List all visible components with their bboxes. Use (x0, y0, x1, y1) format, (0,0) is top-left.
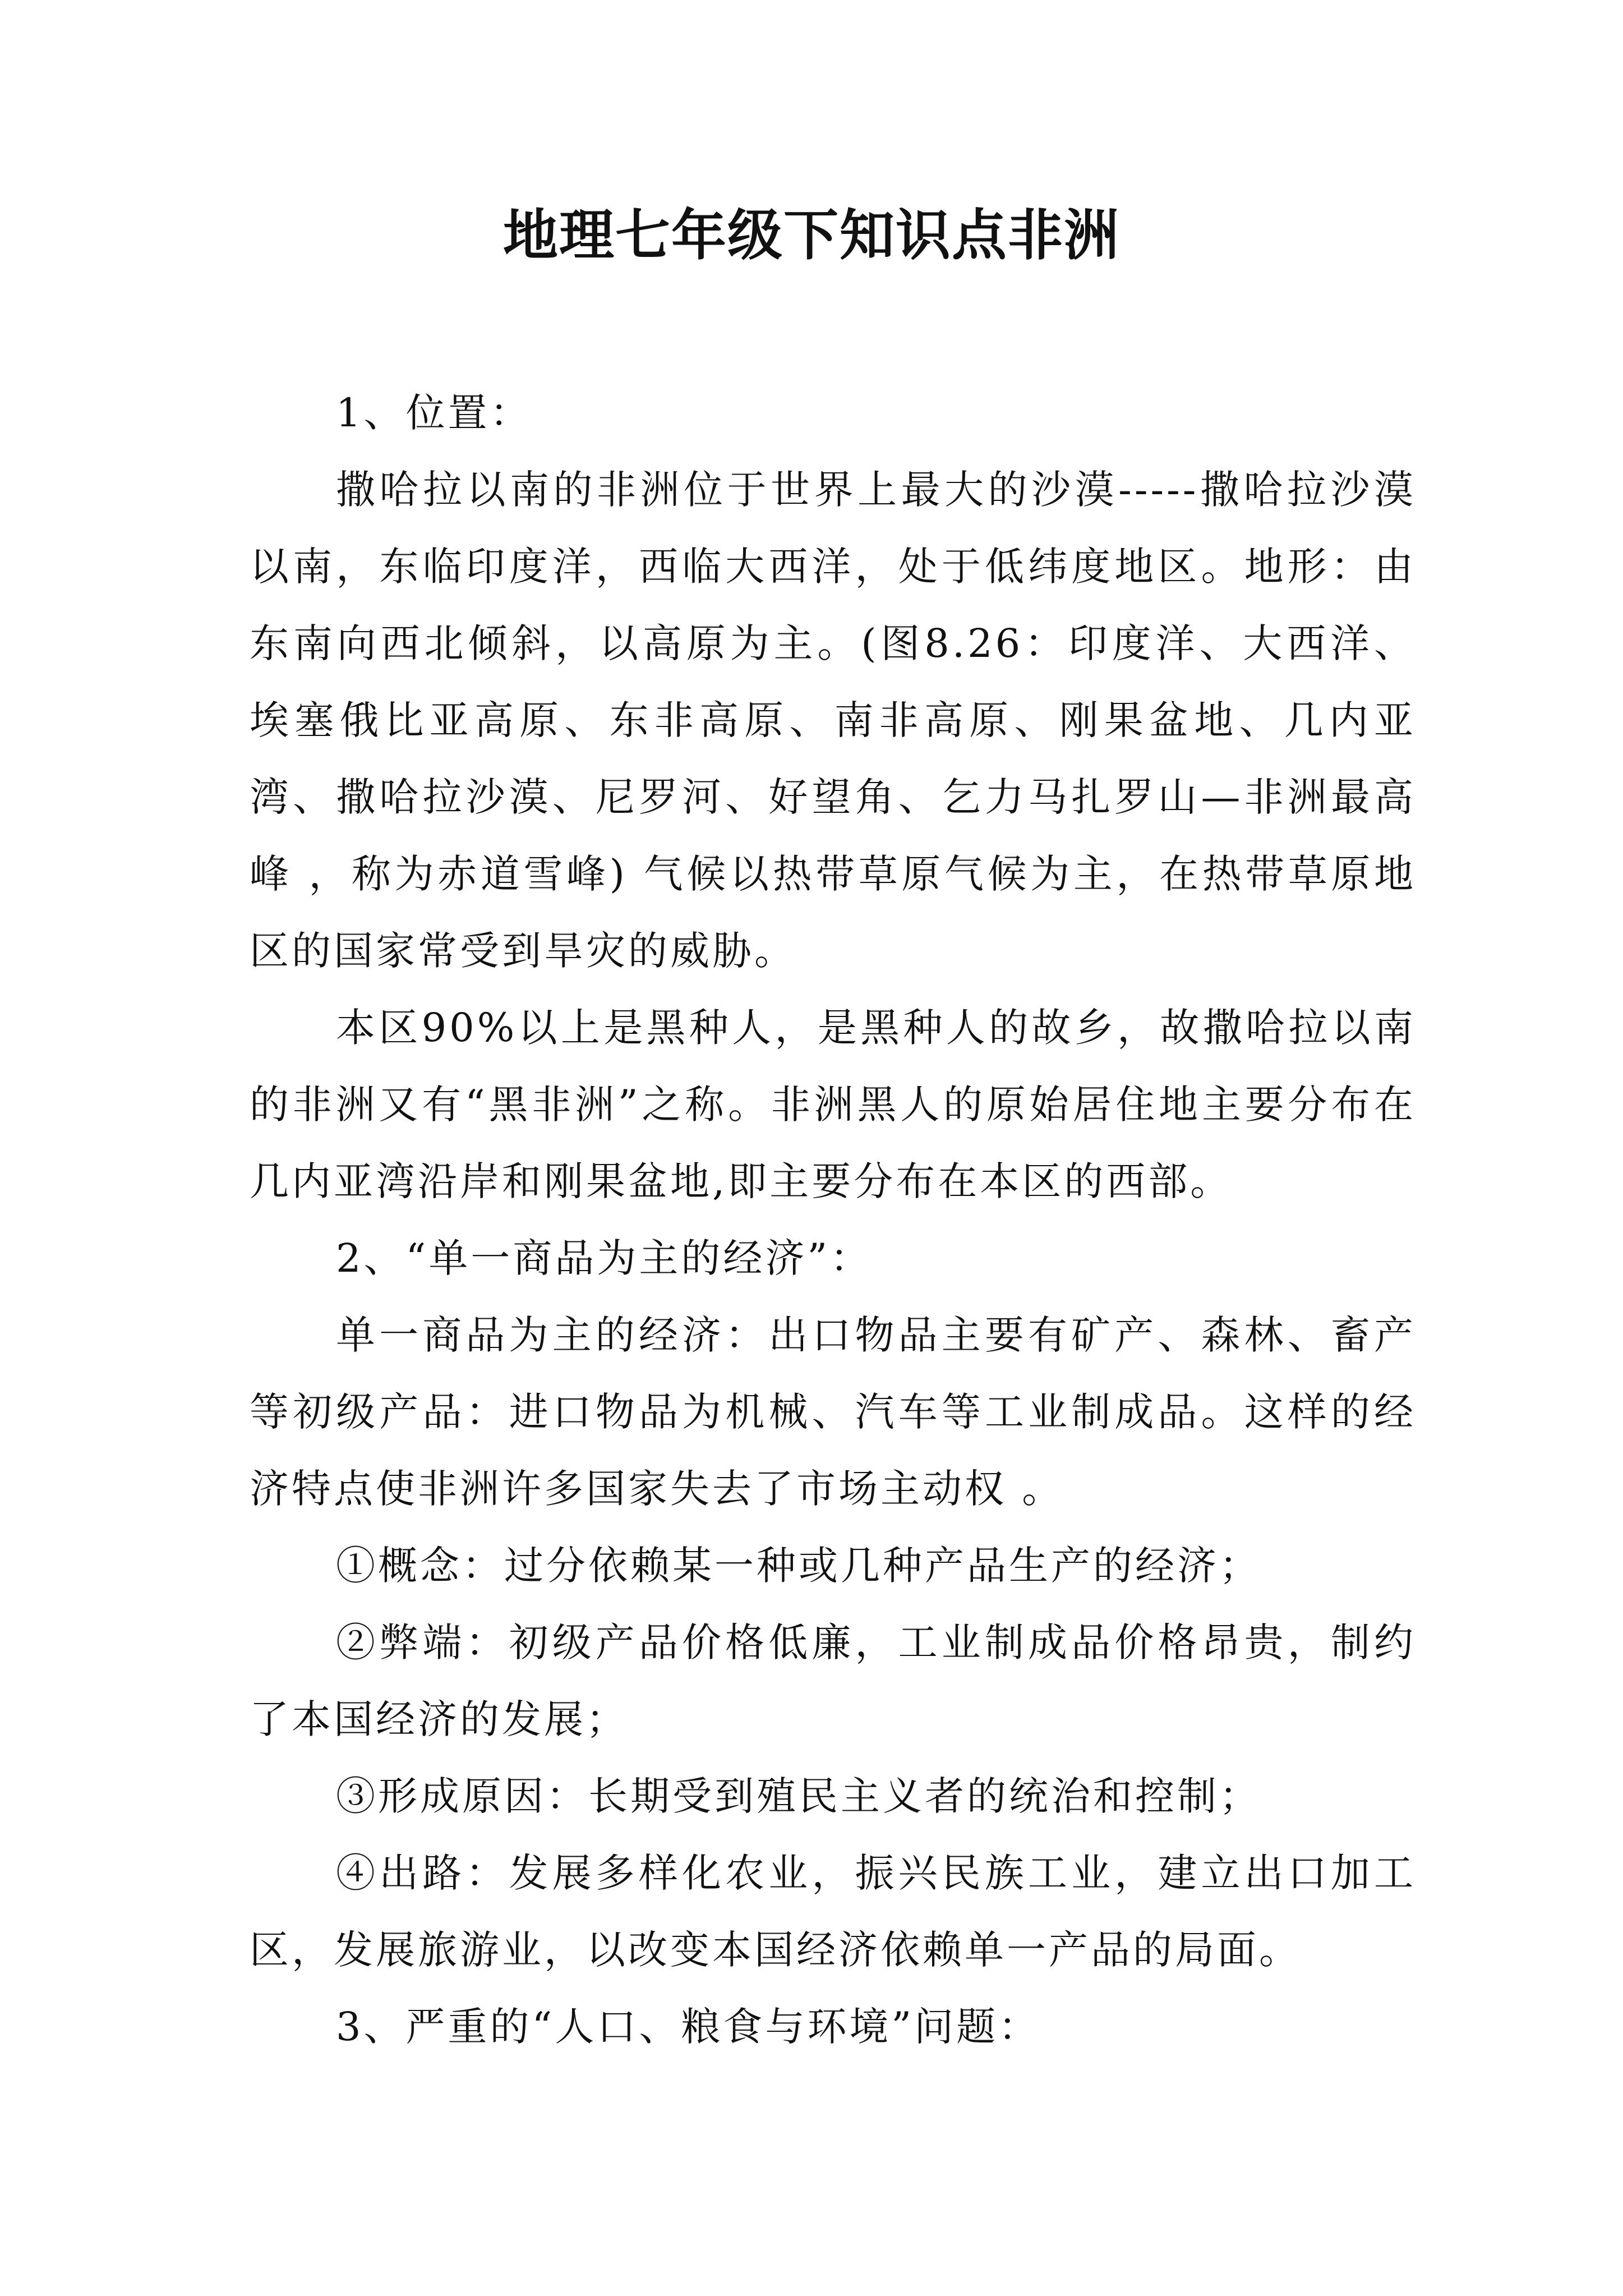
list-item-causes: ③形成原因：长期受到殖民主义者的统治和控制； (336, 1773, 1261, 1819)
document-body (250, 375, 1416, 2065)
paragraph-location-terrain-climate: 撒哈拉以南的非洲位于世界上最大的沙漠-----撒哈拉沙漠以南，东临印度洋，西临大西洋，处于低纬度地区。地形：由东南向西北倾斜，以高原为主。(图8.26：印度洋、大西洋、埃塞俄比亚高原、东非高原、南非高原、刚果盆地、几内亚湾、撒哈拉沙漠、尼罗河、好望角、乞力马扎罗山—非洲最高峰 ，称为赤道雪峰) 气候以热带草原气候为主，在热带草原地区的国家常受到旱灾的威胁。 (250, 467, 1416, 974)
list-item-solutions: ④出路：发展多样化农业，振兴民族工业，建立出口加工区，发展旅游业，以改变本国经济依赖单一产品的局面。 (250, 1850, 1416, 1973)
list-item-drawbacks: ②弊端：初级产品价格低廉，工业制成品价格昂贵，制约了本国经济的发展； (250, 1619, 1416, 1742)
list-item-concept: ①概念：过分依赖某一种或几种产品生产的经济； (336, 1543, 1261, 1589)
document-title: 地理七年级下知识点非洲 (502, 203, 1120, 268)
paragraph-economy-definition: 单一商品为主的经济：出口物品主要有矿产、森林、畜产等初级产品：进口物品为机械、汽车等工业制成品。这样的经济特点使非洲许多国家失去了市场主动权 。 (250, 1312, 1416, 1512)
section-heading-population-food-environment: 3、严重的“人口、粮食与环境”问题： (336, 2004, 1041, 2050)
section-heading-single-commodity-economy: 2、“单一商品为主的经济”： (336, 1235, 873, 1281)
paragraph-population: 本区90%以上是黑种人，是黑种人的故乡，故撒哈拉以南的非洲又有“黑非洲”之称。非洲黑人的原始居住地主要分布在几内亚湾沿岸和刚果盆地,即主要分布在本区的西部。 (250, 1005, 1416, 1204)
section-heading-location: 1、位置： (336, 390, 532, 436)
